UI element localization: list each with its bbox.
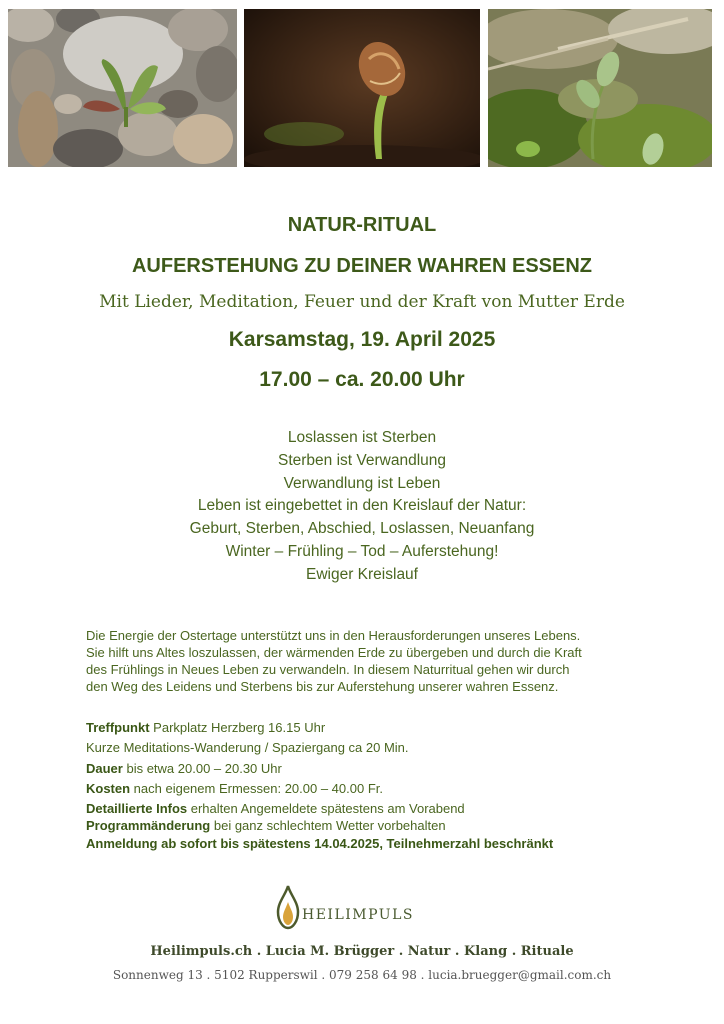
poem-line: Leben ist eingebettet in den Kreislauf der Natur: [197,497,527,515]
description-paragraph [86,627,651,695]
description-line: Die Energie der Ostertage unterstützt uns in den Herausforderungen unseres Lebens. [86,628,581,643]
poem-line: Loslassen ist Sterben [287,429,437,446]
poem-line: Winter – Frühling – Tod – Auferstehung! [225,542,499,560]
event-subtitle: AUFERSTEHUNG ZU DEINER WAHREN ESSENZ [131,255,593,277]
poem-line: Ewiger Kreislauf [306,565,418,583]
meeting-point: Treffpunkt Parkplatz Herzberg 16.15 Uhr [86,720,326,735]
poem-line: Geburt, Sterben, Abschied, Loslassen, Neuanfang [189,520,535,538]
photo-strip [8,9,712,167]
footer-brand-line: Heilimpuls.ch . Lucia M. Brügger . Natur . Klang . Rituale [150,944,574,959]
description-line: Sie hilft uns Altes loszulassen, der wärmenden Erde zu übergeben und durch die Kraft [86,645,582,660]
program-change: Programmänderung bei ganz schlechtem Wetter vorbehalten [86,817,446,833]
event-date: Karsamstag, 19. April 2025 [228,328,496,351]
detailed-info: Detaillierte Infos erhalten Angemeldete spätestens am Vorabend [86,800,465,816]
poem [0,427,724,587]
heilimpuls-logo [274,884,424,930]
seedling-on-pebbles-photo [8,9,237,167]
registration-info: Anmeldung ab sofort bis spätestens 14.04.2025, Teilnehmerzahl beschränkt [86,835,554,851]
event-title: NATUR-RITUAL [287,214,437,236]
logo-text: HEILIMPULS [302,907,414,923]
flame-drop-icon [274,884,302,930]
sprouts-on-moss-photo [488,9,712,167]
footer-contact-line: Sonnenweg 13 . 5102 Rupperswil . 079 258 64 98 . lucia.bruegger@gmail.com.ch [112,968,612,982]
duration: Dauer bis etwa 20.00 – 20.30 Uhr [86,760,282,776]
walk-info: Kurze Meditations-Wanderung / Spaziergang ca 20 Min. [86,740,409,756]
event-tagline: Mit Lieder, Meditation, Feuer und der Kraft von Mutter Erde [99,292,625,312]
cost: Kosten nach eigenem Ermessen: 20.00 – 40.00 Fr. [86,781,383,797]
description-line: den Weg des Leidens und Sterbens bis zur Auferstehung unserer wahren Essenz. [86,679,559,694]
poem-line: Sterben ist Verwandlung [277,451,447,469]
event-details [86,718,686,854]
event-time: 17.00 – ca. 20.00 Uhr [259,368,465,391]
poem-line: Verwandlung ist Leben [283,474,441,492]
seed-sprout-dark-soil-photo [244,9,480,167]
description-line: des Frühlings in Neues Leben zu verwandeln. In diesem Naturritual gehen wir durch [86,662,570,677]
